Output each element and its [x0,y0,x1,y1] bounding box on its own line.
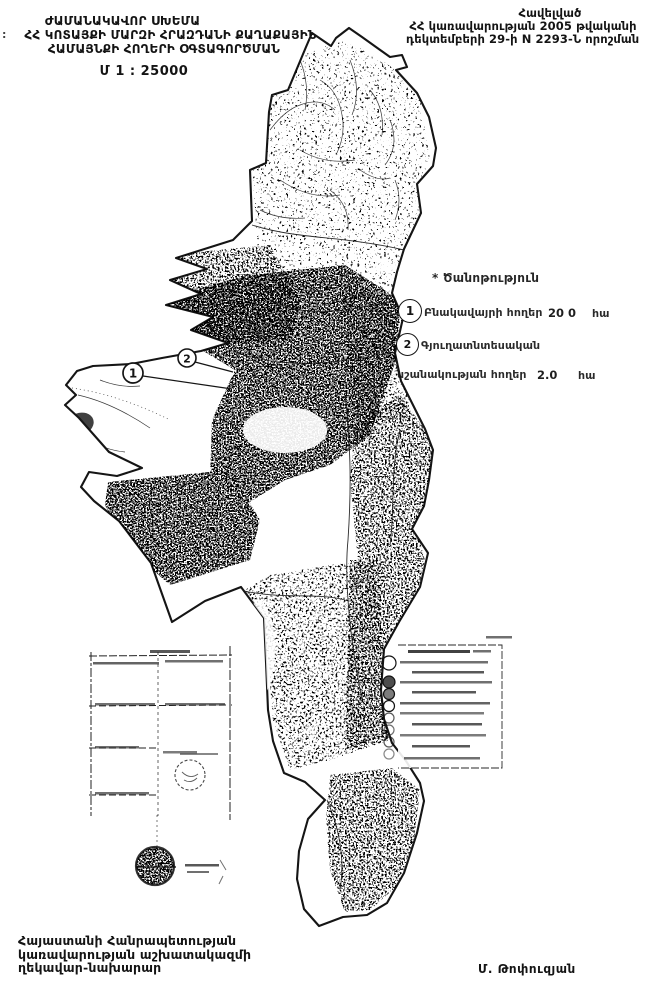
footer-line3: ղեկավար-նախարար [18,960,162,975]
texture-lower-strip [345,560,388,750]
legend-item-1-label: Բնակավայրի հողեր [424,306,543,319]
callout-1-number: 1 [128,366,138,381]
appendix-line1: Հավելված [518,6,582,20]
appendix-line2: ՀՀ կառավարության 2005 թվականի [409,19,637,33]
doc-title-line2: ՀՀ ԿՈՏԱՅՔԻ ՄԱՐԶԻ ՀՐԱԶԴԱՆԻ ՔԱՂԱՔԱՅԻՆ [24,28,317,42]
stray-mark: : [2,28,7,41]
appendix-line3: դեկտեմբերի 29-ի N 2293-Ն որոշման [406,32,640,46]
inset-stray-mark [486,636,512,639]
stamp-seal [136,847,226,885]
footer-line2: կառավարության աշխատակազմի [18,946,252,962]
doc-title-line3: ՀԱՄԱՅՆՔԻ ՀՈՂԵՐԻ ՕԳՏԱԳՈՐԾՄԱՆ [47,42,281,56]
map-inset-legend [382,636,512,768]
legend-item-2-value: 2.0 [537,368,558,382]
map-clearing-2 [241,602,275,698]
legend-marker-2 [396,333,419,356]
footer-block [18,934,251,975]
footer-line1: Հայաստանի Հանրապետության [18,933,237,948]
map-clearing [243,407,327,453]
legend-marker-1 [398,299,422,323]
legend-marker-1-number: 1 [405,304,415,318]
callout-2-number: 2 [183,352,191,366]
map-scale: Մ 1 : 25000 [99,64,189,79]
signature: Մ. Թոփուզյան [478,962,576,976]
legend-item-2-unit: հա [578,369,596,382]
texture-tail [326,768,420,912]
legend-item-2-label: Գյուղատնտեսական [421,339,541,352]
legend-item-2-label-line2: նշանակության հողեր [397,368,527,381]
legend-item-1-unit: հա [592,307,610,320]
legend-note: * Ծանոթություն [432,271,540,285]
legend-marker-2-number: 2 [403,338,412,351]
doc-title-line1: ԺԱՄԱՆԱԿԱՎՈՐ ՍԽԵՄԱ [44,14,201,28]
legend-item-1-value: 20 0 [548,306,577,320]
scribble-annotation [175,760,205,790]
